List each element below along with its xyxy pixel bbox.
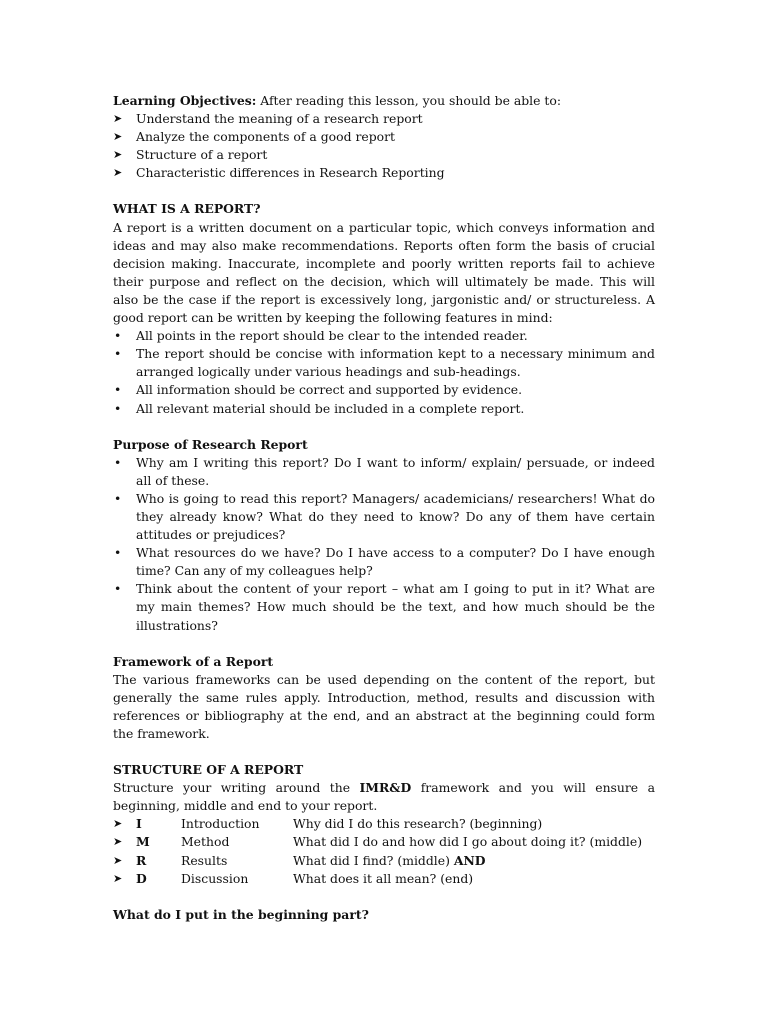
imrd-question-text: What did I find? (middle) (293, 852, 454, 868)
list-item-text: Analyze the components of a good report (136, 129, 395, 145)
list-item (113, 580, 655, 634)
imrd-word: Discussion (181, 870, 249, 886)
arrow-bullet-icon: ➤ (113, 871, 123, 885)
list-item (113, 544, 655, 580)
arrow-bullet-icon: ➤ (113, 853, 123, 867)
purpose-heading: Purpose of Research Report (113, 436, 308, 452)
imrd-row (113, 833, 655, 851)
arrow-bullet-icon: ➤ (113, 112, 123, 126)
bullet-icon: • (114, 328, 122, 344)
bullet-icon: • (114, 581, 122, 597)
spacer (113, 888, 655, 906)
structure-intro (113, 779, 655, 815)
arrow-bullet-icon: ➤ (113, 817, 123, 831)
imrd-word: Method (181, 834, 230, 850)
what-is-report-paragraph: A report is a written document on a particular topic, which conveys information and ideas and may also make recommendations. Reports often form the basis of crucial decision making. Inaccurate, incomplete and poorly written reports fail to achieve their purpose and reflect on the decision, which will ultimately be made. This will also be the case if the report is excessively long, jargonistic and/ or structureless. A good report can be written by keeping the following features in mind: (113, 219, 655, 326)
imrd-extra: AND (453, 852, 486, 868)
list-item (113, 327, 655, 345)
bullet-icon: • (114, 490, 122, 506)
list-item (113, 146, 655, 164)
imrd-question-text: What did I do and how did I go about doing it? (middle) (293, 834, 643, 850)
list-item-text: Characteristic differences in Research Reporting (136, 165, 445, 181)
imrd-word: Introduction (181, 816, 260, 832)
imrd-letter: I (136, 816, 142, 832)
spacer (113, 182, 655, 200)
list-item-text: Why am I writing this report? Do I want to inform/ explain/ persuade, or indeed all of these. (136, 454, 655, 488)
structure-intro-text: framework and you will ensure a beginning, middle and end to your report. (113, 780, 655, 814)
list-item (113, 381, 655, 399)
imrd-question (293, 852, 486, 870)
imrd-letter: R (136, 852, 147, 868)
list-item (113, 454, 655, 490)
list-item (113, 490, 655, 544)
learning-objectives-label: Learning Objectives: (113, 93, 257, 108)
arrow-bullet-icon: ➤ (113, 148, 123, 162)
list-item (113, 400, 655, 418)
imrd-term: IMR&D (359, 780, 412, 796)
imrd-row (113, 815, 655, 833)
spacer (113, 635, 655, 653)
list-item (113, 164, 655, 182)
spacer (113, 743, 655, 761)
learning-objectives-intro (113, 92, 655, 110)
document-body (113, 92, 655, 924)
purpose-list (113, 454, 655, 635)
imrd-question-text: What does it all mean? (end) (293, 870, 474, 886)
list-item-text: Think about the content of your report – what am I going to put in it? What are my main themes? How much should be the text, and how much should be the illustrations? (136, 581, 655, 633)
list-item (113, 345, 655, 381)
bullet-icon: • (114, 400, 122, 416)
arrow-bullet-icon: ➤ (113, 835, 123, 849)
beginning-heading: What do I put in the beginning part? (113, 906, 369, 922)
list-item-text: All points in the report should be clear to the intended reader. (136, 328, 528, 344)
framework-heading: Framework of a Report (113, 653, 274, 669)
list-item-text: What resources do we have? Do I have access to a computer? Do I have enough time? Can any of my colleagues help? (136, 545, 655, 579)
imrd-question (293, 870, 473, 888)
arrow-bullet-icon: ➤ (113, 130, 123, 144)
bullet-icon: • (114, 545, 122, 561)
report-features-list (113, 327, 655, 417)
imrd-question (293, 833, 642, 851)
list-item-text: All relevant material should be included in a complete report. (136, 400, 525, 416)
imrd-question (293, 815, 542, 833)
imrd-letter: M (136, 834, 150, 850)
structure-heading: STRUCTURE OF A REPORT (113, 762, 304, 778)
imrd-letter: D (136, 870, 147, 886)
imrd-question-text: Why did I do this research? (beginning) (293, 816, 543, 832)
arrow-bullet-icon: ➤ (113, 166, 123, 180)
list-item-text: Structure of a report (136, 147, 268, 163)
list-item-text: Understand the meaning of a research report (136, 111, 423, 127)
learning-objectives-text: After reading this lesson, you should be able to: (256, 93, 562, 108)
imrd-row (113, 852, 655, 870)
what-is-report-heading: WHAT IS A REPORT? (113, 201, 261, 217)
imrd-word: Results (181, 852, 228, 868)
framework-paragraph: The various frameworks can be used depending on the content of the report, but generally the same rules apply. Introduction, method, results and discussion with references or bibliography at the end, and an abstract at the beginning could form the framework. (113, 671, 655, 741)
imrd-list (113, 815, 655, 887)
list-item-text: All information should be correct and supported by evidence. (136, 382, 523, 398)
list-item-text: The report should be concise with information kept to a necessary minimum and arranged logically under various headings and sub-headings. (136, 346, 655, 380)
list-item (113, 128, 655, 146)
learning-objectives-list (113, 110, 655, 182)
structure-intro-text: Structure your writing around the (113, 780, 360, 796)
spacer (113, 418, 655, 436)
bullet-icon: • (114, 454, 122, 470)
bullet-icon: • (114, 346, 122, 362)
imrd-row (113, 870, 655, 888)
list-item (113, 110, 655, 128)
bullet-icon: • (114, 382, 122, 398)
list-item-text: Who is going to read this report? Managers/ academicians/ researchers! What do they already know? What do they need to know? Do any of them have certain attitudes or prejudices? (136, 490, 655, 543)
